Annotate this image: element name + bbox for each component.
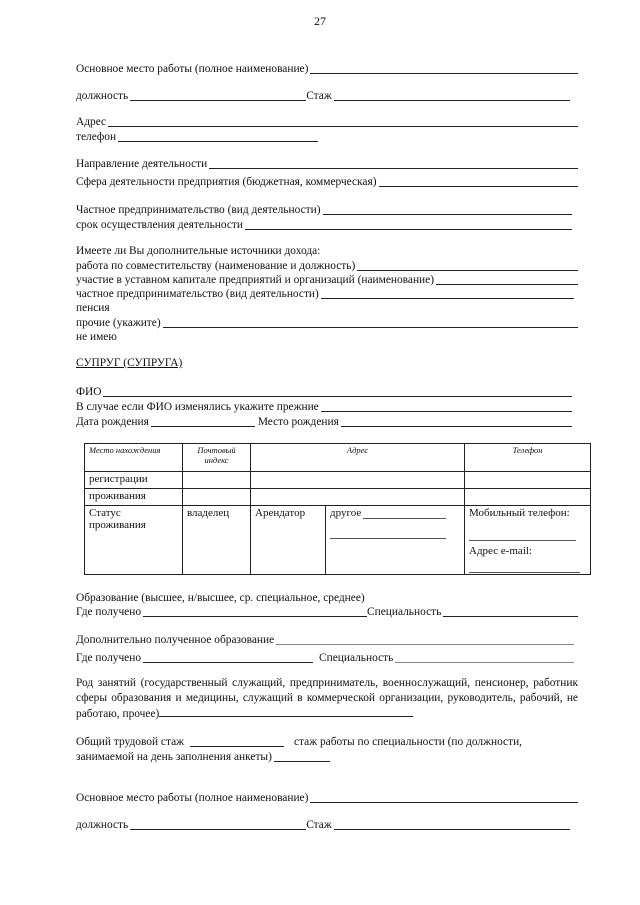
specialty-experience-label: стаж работы по специальности (по должности, (294, 736, 523, 748)
additional-education-label: Дополнительно полученное образование (76, 634, 275, 646)
birth-date-label: Дата рождения (76, 416, 149, 428)
position-label-2: должность (76, 819, 129, 831)
experience-field[interactable] (334, 89, 570, 101)
status-other-row (330, 507, 460, 520)
additional-education-row (76, 632, 578, 646)
sphere-label: Сфера деятельности предприятия (бюджетная, коммерческая) (76, 176, 377, 188)
main-workplace-row-2 (76, 790, 578, 804)
education-where2-row (76, 650, 578, 664)
education-specialty2-label: Специальность (319, 652, 394, 664)
pension-row (76, 300, 578, 314)
phone-row (76, 129, 578, 143)
education-level-row (76, 590, 578, 604)
specialty-experience-field[interactable] (274, 750, 330, 762)
table-row (85, 472, 591, 489)
total-experience-label: Общий трудовой стаж (76, 736, 184, 748)
position-row-2 (76, 817, 578, 831)
main-workplace-label-2: Основное место работы (полное наименование) (76, 792, 309, 804)
residence-postcode-cell[interactable] (183, 489, 251, 506)
table-row (85, 489, 591, 506)
spouse-fio-field[interactable] (103, 385, 572, 397)
part-time-label: работа по совместительству (наименование и должность) (76, 260, 356, 272)
residence-address-cell[interactable] (251, 489, 465, 506)
row-registration-label: регистрации (85, 472, 183, 489)
no-income-row (76, 329, 578, 343)
capital-label: участие в уставном капитале предприятий и организаций (наименование) (76, 274, 434, 286)
address-label: Адрес (76, 116, 107, 128)
education-specialty2-field[interactable] (395, 651, 574, 663)
specialty-experience-row (76, 749, 578, 763)
header-address: Адрес (251, 444, 465, 472)
direction-label: Направление деятельности (76, 158, 208, 170)
private-income-label: частное предпринимательство (вид деятельности) (76, 288, 319, 300)
phone-label: телефон (76, 131, 117, 143)
previous-fio-label: В случае если ФИО изменялись укажите прежние (76, 401, 319, 413)
position-field-2[interactable] (130, 818, 306, 830)
main-workplace-row (76, 61, 578, 75)
private-term-field[interactable] (245, 218, 572, 230)
residence-table (84, 443, 591, 575)
education-level-label: Образование (высшее, н/высшее, ср. специальное, среднее) (76, 592, 365, 604)
status-other-field-2[interactable] (330, 526, 446, 539)
birth-place-label: Место рождения (257, 416, 339, 428)
experience-label: Стаж (306, 90, 332, 102)
position-field[interactable] (130, 89, 306, 101)
registration-address-cell[interactable] (251, 472, 465, 489)
other-income-row (76, 315, 578, 329)
income-question-row (76, 243, 578, 257)
birth-place-field[interactable] (341, 415, 572, 427)
private-kind-field[interactable] (323, 203, 573, 215)
position-label: должность (76, 90, 129, 102)
position-row (76, 88, 578, 102)
page-number: 27 (314, 14, 326, 28)
total-experience-field[interactable] (190, 735, 284, 747)
private-term-label: срок осуществления деятельности (76, 219, 244, 231)
direction-field[interactable] (209, 157, 578, 169)
total-experience-row (76, 734, 578, 748)
capital-row (76, 272, 578, 286)
spouse-fio-row (76, 384, 578, 398)
education-specialty-label: Специальность (367, 606, 442, 618)
occupation-text: Род занятий (государственный служащий, предприниматель, военнослужащий, пенсионер, работник сферы образования и медицины, служащий в коммерческой организации, руководитель, рабочий, не работаю, прочее) (76, 677, 578, 720)
other-income-label: прочие (укажите) (76, 317, 161, 329)
status-other-field[interactable] (363, 507, 446, 519)
private-income-row (76, 286, 578, 300)
status-other-label: другое (330, 507, 362, 519)
income-question: Имеете ли Вы дополнительные источники дохода: (76, 245, 321, 257)
residence-phone-cell[interactable] (465, 489, 591, 506)
occupation-field[interactable] (159, 706, 413, 717)
sphere-field[interactable] (379, 175, 578, 187)
previous-fio-row (76, 399, 578, 413)
additional-education-field[interactable] (276, 633, 574, 645)
registration-postcode-cell[interactable] (183, 472, 251, 489)
private-term-row (76, 217, 578, 231)
table-header-row (85, 444, 591, 472)
spouse-fio-label: ФИО (76, 386, 102, 398)
other-income-field[interactable] (163, 316, 578, 328)
status-other-cell (326, 506, 465, 575)
pension-label: пенсия (76, 302, 110, 314)
private-kind-label: Частное предпринимательство (вид деятельности) (76, 204, 321, 216)
status-owner-option[interactable]: владелец (183, 506, 251, 575)
specialty-experience-label-2: занимаемой на день заполнения анкеты) (76, 751, 272, 763)
part-time-field[interactable] (357, 259, 578, 271)
status-tenant-option[interactable]: Арендатор (251, 506, 326, 575)
address-row (76, 114, 578, 128)
private-kind-row (76, 202, 578, 216)
contacts-cell (465, 506, 591, 575)
capital-field[interactable] (436, 273, 578, 285)
registration-phone-cell[interactable] (465, 472, 591, 489)
occupation-paragraph (76, 676, 578, 722)
header-phone: Телефон (465, 444, 591, 472)
birth-row (76, 414, 578, 428)
experience-field-2[interactable] (334, 818, 570, 830)
header-postcode: Почтовый индекс (183, 444, 251, 472)
main-workplace-label: Основное место работы (полное наименование) (76, 63, 309, 75)
no-income-label: не имею (76, 331, 117, 343)
mobile-field[interactable] (469, 528, 576, 541)
education-where2-field[interactable] (143, 651, 313, 663)
row-residence-label: проживания (85, 489, 183, 506)
spouse-heading: СУПРУГ (СУПРУГА) (76, 357, 183, 369)
education-specialty-field[interactable] (443, 605, 578, 617)
email-field[interactable] (469, 560, 580, 573)
direction-row (76, 156, 578, 170)
main-workplace-field-2[interactable] (310, 791, 578, 803)
private-income-field[interactable] (321, 287, 574, 299)
mobile-label: Мобильный телефон: (469, 507, 570, 519)
education-where-row (76, 604, 578, 618)
email-label: Адрес e-mail: (469, 545, 532, 557)
phone-field[interactable] (118, 130, 318, 142)
status-row (85, 506, 591, 575)
education-where2-label: Где получено (76, 652, 142, 664)
birth-date-field[interactable] (151, 415, 255, 427)
main-workplace-field[interactable] (310, 62, 578, 74)
part-time-row (76, 258, 578, 272)
sphere-row (76, 174, 578, 188)
address-field[interactable] (108, 115, 578, 127)
status-label: Статус проживания (85, 506, 183, 575)
education-where-field[interactable] (143, 605, 367, 617)
header-location: Место нахождения (85, 444, 183, 472)
education-where-label: Где получено (76, 606, 142, 618)
previous-fio-field[interactable] (321, 400, 572, 412)
experience-label-2: Стаж (306, 819, 332, 831)
